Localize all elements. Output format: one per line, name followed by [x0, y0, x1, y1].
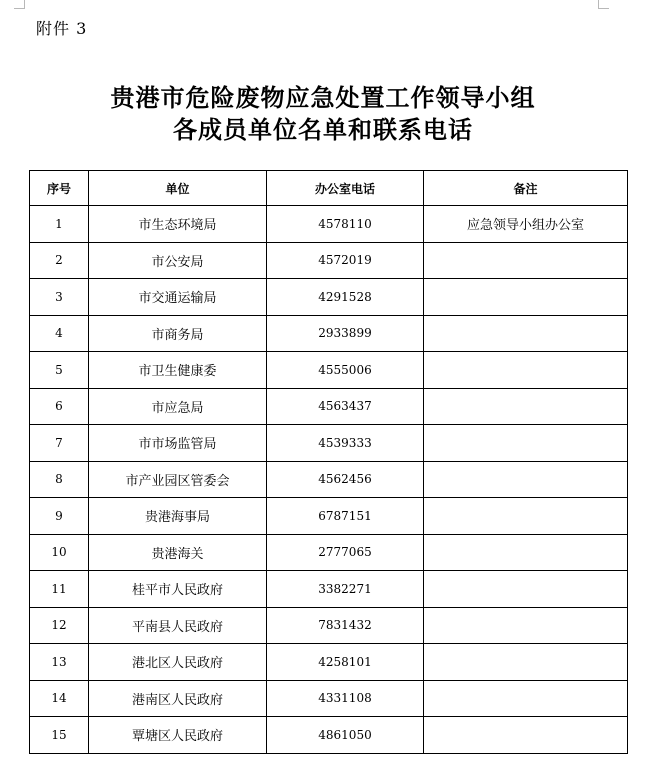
- cell-note: [424, 644, 628, 681]
- table-row: [30, 206, 628, 243]
- cell-phone: 4555006: [267, 352, 424, 389]
- cell-no: 12: [30, 607, 89, 644]
- header-no: 序号: [30, 171, 89, 206]
- document-title-line-1: 贵港市危险废物应急处置工作领导小组: [110, 84, 536, 112]
- attachment-label: 附件 3: [36, 19, 88, 38]
- cell-no: 14: [30, 680, 89, 717]
- cell-note: [424, 534, 628, 571]
- cell-note: 应急领导小组办公室: [424, 206, 628, 243]
- cell-phone: 7831432: [267, 607, 424, 644]
- cell-phone: 4562456: [267, 461, 424, 498]
- cell-note: [424, 388, 628, 425]
- table-body: [30, 206, 628, 754]
- cell-note: [424, 352, 628, 389]
- cell-note: [424, 279, 628, 316]
- cell-no: 6: [30, 388, 89, 425]
- table-row: [30, 315, 628, 352]
- cell-phone: 4861050: [267, 717, 424, 754]
- header-phone: 办公室电话: [267, 171, 424, 206]
- cell-unit: 桂平市人民政府: [89, 571, 267, 608]
- cell-unit: 市市场监管局: [89, 425, 267, 462]
- cell-unit: 市商务局: [89, 315, 267, 352]
- table-row: [30, 498, 628, 535]
- cell-phone: 3382271: [267, 571, 424, 608]
- cell-note: [424, 498, 628, 535]
- cell-phone: 4578110: [267, 206, 424, 243]
- member-unit-contact-table: [29, 170, 628, 754]
- cell-no: 3: [30, 279, 89, 316]
- cell-unit: 市生态环境局: [89, 206, 267, 243]
- cell-no: 10: [30, 534, 89, 571]
- cell-phone: 4258101: [267, 644, 424, 681]
- table-row: [30, 388, 628, 425]
- cell-no: 11: [30, 571, 89, 608]
- cell-note: [424, 425, 628, 462]
- table-row: [30, 644, 628, 681]
- page-corner-mark-right: [598, 0, 609, 9]
- cell-no: 4: [30, 315, 89, 352]
- table-row: [30, 242, 628, 279]
- table-row: [30, 607, 628, 644]
- cell-unit: 市应急局: [89, 388, 267, 425]
- cell-note: [424, 242, 628, 279]
- cell-phone: 4539333: [267, 425, 424, 462]
- cell-no: 8: [30, 461, 89, 498]
- header-unit: 单位: [89, 171, 267, 206]
- table-row: [30, 352, 628, 389]
- cell-phone: 2933899: [267, 315, 424, 352]
- cell-unit: 贵港海关: [89, 534, 267, 571]
- table-row: [30, 571, 628, 608]
- cell-phone: 4291528: [267, 279, 424, 316]
- cell-no: 5: [30, 352, 89, 389]
- cell-unit: 市公安局: [89, 242, 267, 279]
- cell-unit: 平南县人民政府: [89, 607, 267, 644]
- cell-unit: 港南区人民政府: [89, 680, 267, 717]
- page-corner-mark-left: [14, 0, 25, 9]
- cell-note: [424, 571, 628, 608]
- cell-unit: 贵港海事局: [89, 498, 267, 535]
- table-header-row: [30, 171, 628, 206]
- table-row: [30, 279, 628, 316]
- cell-no: 13: [30, 644, 89, 681]
- header-note: 备注: [424, 171, 628, 206]
- cell-unit: 市卫生健康委: [89, 352, 267, 389]
- cell-no: 2: [30, 242, 89, 279]
- cell-phone: 4331108: [267, 680, 424, 717]
- cell-no: 7: [30, 425, 89, 462]
- table-row: [30, 425, 628, 462]
- table-row: [30, 534, 628, 571]
- cell-phone: 2777065: [267, 534, 424, 571]
- table-row: [30, 680, 628, 717]
- cell-note: [424, 315, 628, 352]
- cell-note: [424, 607, 628, 644]
- cell-no: 9: [30, 498, 89, 535]
- cell-phone: 6787151: [267, 498, 424, 535]
- table-row: [30, 717, 628, 754]
- cell-note: [424, 717, 628, 754]
- cell-phone: 4572019: [267, 242, 424, 279]
- document-title-line-2: 各成员单位名单和联系电话: [173, 116, 473, 144]
- cell-note: [424, 461, 628, 498]
- cell-no: 1: [30, 206, 89, 243]
- cell-unit: 市产业园区管委会: [89, 461, 267, 498]
- cell-unit: 市交通运输局: [89, 279, 267, 316]
- table-row: [30, 461, 628, 498]
- cell-unit: 港北区人民政府: [89, 644, 267, 681]
- cell-unit: 覃塘区人民政府: [89, 717, 267, 754]
- cell-no: 15: [30, 717, 89, 754]
- cell-phone: 4563437: [267, 388, 424, 425]
- cell-note: [424, 680, 628, 717]
